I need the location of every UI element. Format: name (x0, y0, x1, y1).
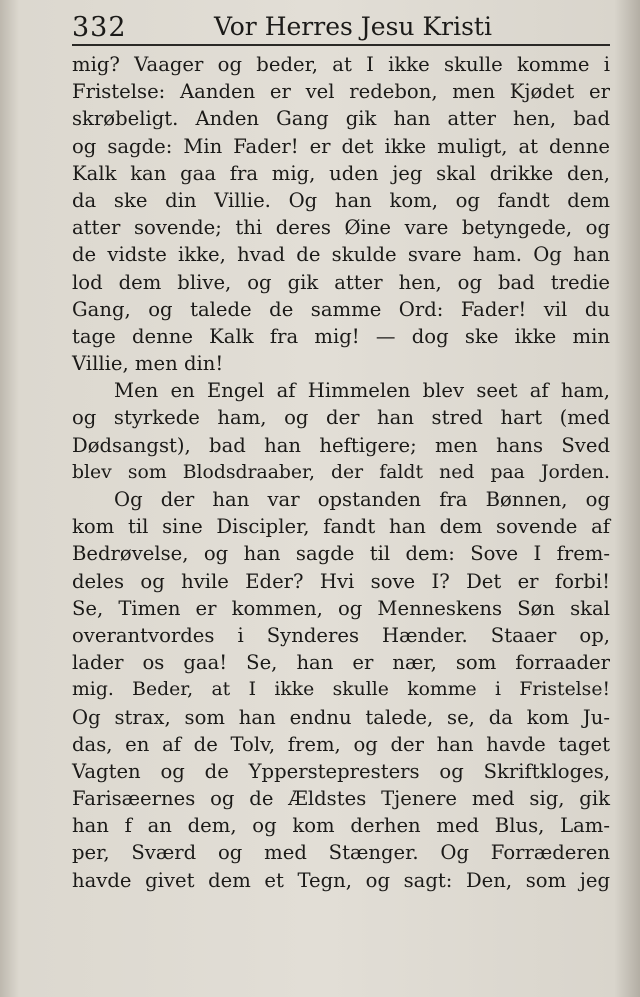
text-line: kom til sine Discipler, fandt han dem sovende af (72, 515, 610, 539)
text-line: Men en Engel af Himmelen blev seet af ham, (114, 379, 610, 403)
text-line: mig. Beder, at I ikke skulle komme i Fristelse! (72, 679, 610, 701)
text-line: mig? Vaager og beder, at I ikke skulle komme i (72, 53, 610, 76)
page-number: 332 (72, 12, 127, 43)
text-line: Dødsangst), bad han heftigere; men hans Sved (72, 433, 610, 457)
text-line: Gang, og talede de samme Ord: Fader! vil du (72, 297, 610, 321)
body-text (72, 51, 610, 894)
text-line: overantvordes i Synderes Hænder. Staaer op, (72, 623, 610, 647)
text-line: Og der han var opstanden fra Bønnen, og (114, 488, 610, 511)
text-line: blev som Blodsdraaber, der faldt ned paa Jorden. (72, 461, 610, 483)
text-line: Kalk kan gaa fra mig, uden jeg skal drikke den, (72, 161, 610, 185)
text-line: de vidste ikke, hvad de skulde svare ham. Og han (72, 243, 610, 267)
text-line: Villie, men din! (72, 352, 224, 376)
text-line: lod dem blive, og gik atter hen, og bad tredie (72, 270, 610, 294)
text-line: Se, Timen er kommen, og Menneskens Søn skal (72, 596, 610, 620)
text-line: han f an dem, og kom derhen med Blus, Lam- (72, 814, 610, 838)
text-line: Vagten og de Ypperstepresters og Skriftkloges, (72, 759, 610, 783)
text-line: Farisæernes og de Ældstes Tjenere med sig, gik (72, 787, 610, 811)
text-line: og sagde: Min Fader! er det ikke muligt, at denne (72, 134, 610, 158)
page-header (72, 8, 610, 46)
text-line: das, en af de Tolv, frem, og der han havde taget (72, 732, 610, 756)
running-title: Vor Herres Jesu Kristi (214, 12, 492, 41)
text-line: deles og hvile Eder? Hvi sove I? Det er forbi! (72, 569, 610, 593)
text-line: Fristelse: Aanden er vel redebon, men Kjødet er (72, 80, 610, 104)
text-line: atter sovende; thi deres Øine vare betyngede, og (72, 216, 610, 240)
text-line: havde givet dem et Tegn, og sagt: Den, som jeg (72, 868, 610, 892)
text-line: per, Sværd og med Stænger. Og Forræderen (72, 841, 610, 865)
text-line: og styrkede ham, og der han stred hart (med (72, 406, 610, 430)
text-line: lader os gaa! Se, han er nær, som forraader (72, 651, 610, 675)
text-line: tage denne Kalk fra mig! — dog ske ikke min (72, 324, 610, 348)
text-line: Og strax, som han endnu talede, se, da kom Ju- (72, 705, 610, 729)
text-line: da ske din Villie. Og han kom, og fandt dem (72, 188, 610, 212)
text-line: Bedrøvelse, og han sagde til dem: Sove I frem- (72, 542, 610, 566)
text-line: skrøbeligt. Anden Gang gik han atter hen, bad (72, 107, 610, 131)
